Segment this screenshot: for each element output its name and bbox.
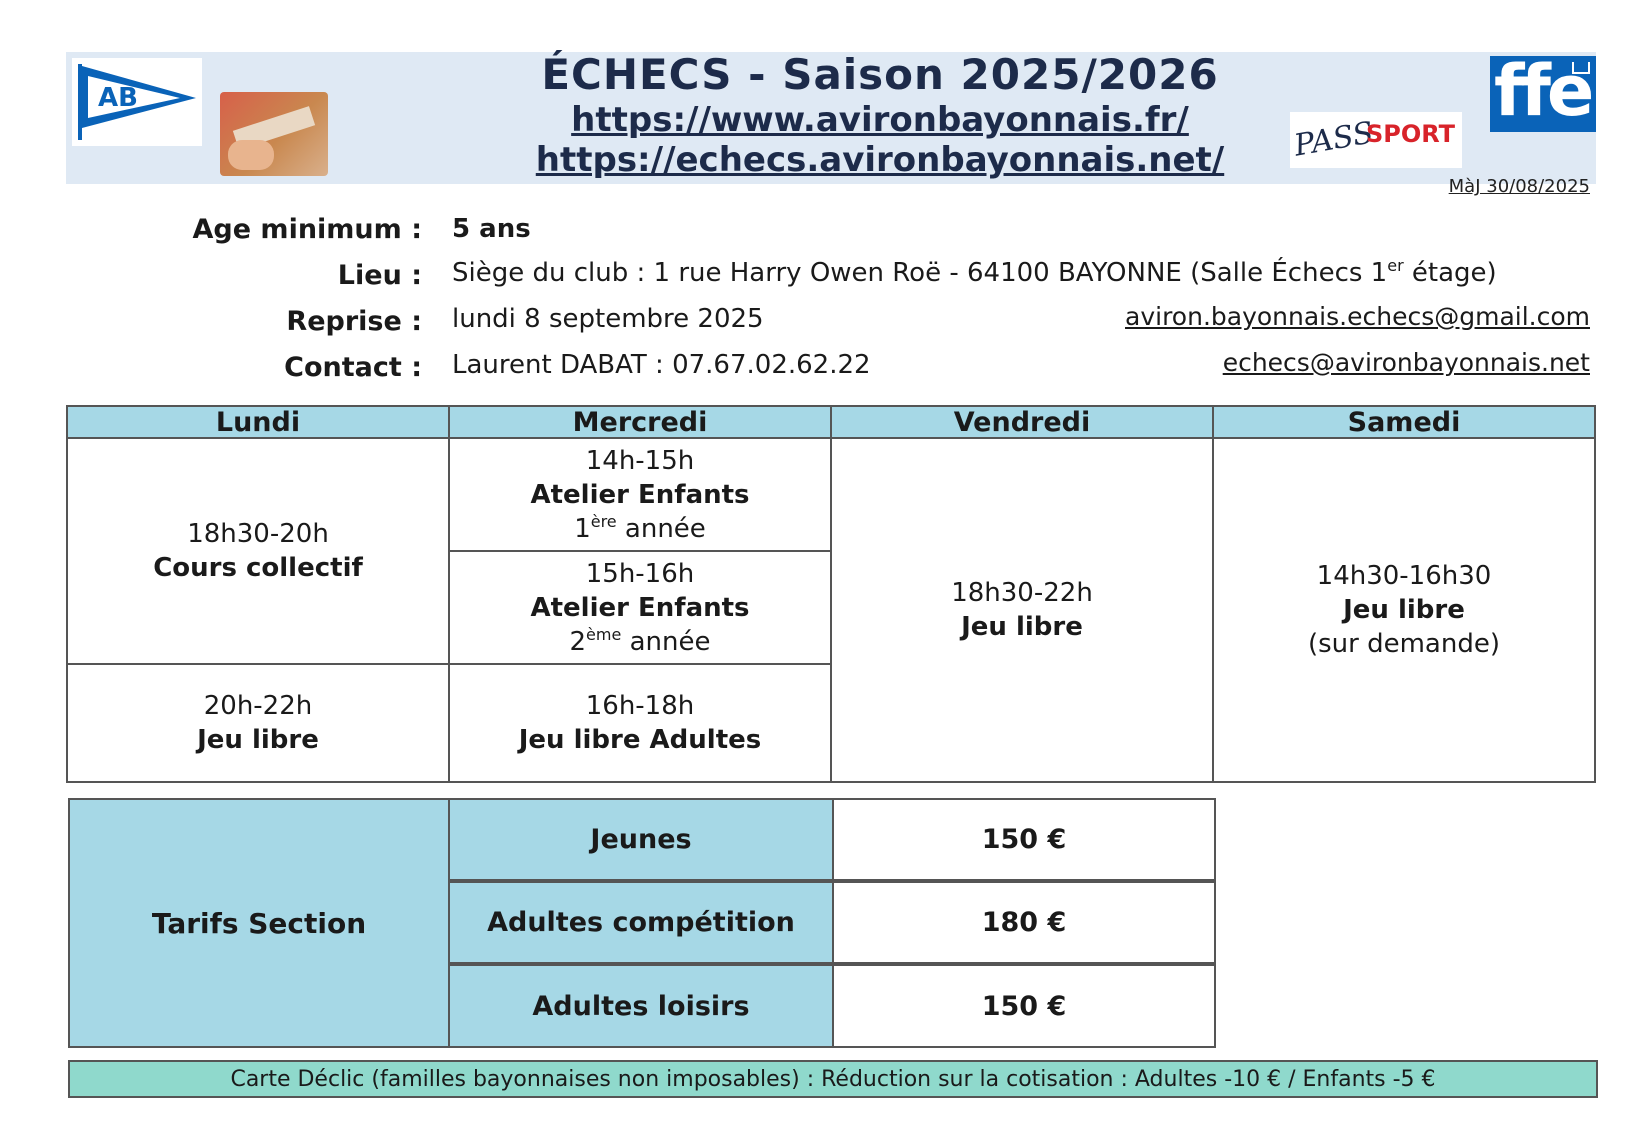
aviron-bayonnais-logo: [72, 58, 202, 146]
schedule-table: [66, 405, 1596, 783]
samedi-slot: [1214, 439, 1594, 781]
ffe-text: ffe: [1494, 50, 1591, 132]
age-label: Age minimum :: [192, 214, 422, 245]
reprise-value: lundi 8 septembre 2025: [452, 304, 764, 334]
gmail-email-link[interactable]: aviron.bayonnais.echecs@gmail.com: [1125, 302, 1590, 331]
slot-note: (sur demande): [1307, 629, 1500, 659]
club-email-link[interactable]: echecs@avironbayonnais.net: [1222, 348, 1590, 377]
slot-title: Atelier Enfants: [530, 479, 750, 510]
carte-declic-note: Carte Déclic (familles bayonnaises non imposables) : Réduction sur la cotisation : Adultes -10 € / Enfants -5 €: [68, 1060, 1598, 1098]
slot-time: 18h30-20h: [187, 519, 329, 549]
tarif-category: Jeunes: [450, 798, 834, 881]
echecs-website-link[interactable]: https://echecs.avironbayonnais.net/: [535, 140, 1225, 180]
reprise-label: Reprise :: [286, 306, 422, 337]
page-title: ÉCHECS - Saison 2025/2026: [541, 50, 1219, 99]
contact-label: Contact :: [284, 352, 422, 383]
lieu-value: Siège du club : 1 rue Harry Owen Roë - 64100 BAYONNE (Salle Échecs 1er étage): [452, 256, 1497, 288]
carte-declic-image: [220, 92, 328, 176]
website-link[interactable]: https://www.avironbayonnais.fr/: [571, 100, 1189, 140]
lieu-label: Lieu :: [337, 260, 422, 291]
slot-time: 14h-15h: [585, 445, 695, 476]
slot-title: Jeu libre: [197, 725, 319, 755]
contact-value: Laurent DABAT : 07.67.02.62.22: [452, 350, 871, 380]
mercredi-slot-1: [450, 439, 832, 552]
mercredi-slot-2: [450, 552, 832, 665]
slot-level: 1ère année: [574, 511, 706, 544]
slot-time: 16h-18h: [585, 691, 695, 721]
logo-ab-text: AB: [98, 83, 138, 113]
sport-text: SPORT: [1366, 120, 1456, 148]
mercredi-slot-3: [450, 665, 832, 781]
lundi-slot-2: [68, 665, 450, 781]
pass-text: PASS: [1291, 115, 1377, 164]
slot-time: 18h30-22h: [951, 578, 1093, 608]
crown-icon: [1572, 62, 1590, 74]
slot-title: Jeu libre: [961, 612, 1083, 642]
lundi-slot-1: [68, 439, 450, 665]
slot-title: Jeu libre: [1343, 595, 1465, 625]
slot-level: 2ème année: [569, 624, 711, 657]
slot-time: 20h-22h: [203, 691, 313, 721]
tarif-price: 150 €: [834, 798, 1216, 881]
pennant-flag-icon: [72, 58, 202, 146]
age-value: 5 ans: [452, 214, 531, 244]
tarif-price: 150 €: [834, 964, 1216, 1048]
day-header-samedi: Samedi: [1214, 407, 1594, 439]
slot-time: 15h-16h: [585, 558, 695, 589]
ffe-logo: [1490, 50, 1596, 132]
slot-title: Atelier Enfants: [530, 592, 750, 623]
day-header-vendredi: Vendredi: [832, 407, 1214, 439]
slot-title: Jeu libre Adultes: [518, 725, 762, 755]
vendredi-slot: [832, 439, 1214, 781]
pass-sport-logo: [1290, 112, 1462, 168]
slot-time: 14h30-16h30: [1316, 561, 1492, 591]
tarifs-section-label: Tarifs Section: [68, 798, 450, 1048]
tarif-category: Adultes compétition: [450, 881, 834, 964]
tarif-category: Adultes loisirs: [450, 964, 834, 1048]
day-header-lundi: Lundi: [68, 407, 450, 439]
slot-title: Cours collectif: [153, 553, 363, 583]
tarif-price: 180 €: [834, 881, 1216, 964]
update-date: MàJ 30/08/2025: [1448, 176, 1590, 197]
day-header-mercredi: Mercredi: [450, 407, 832, 439]
